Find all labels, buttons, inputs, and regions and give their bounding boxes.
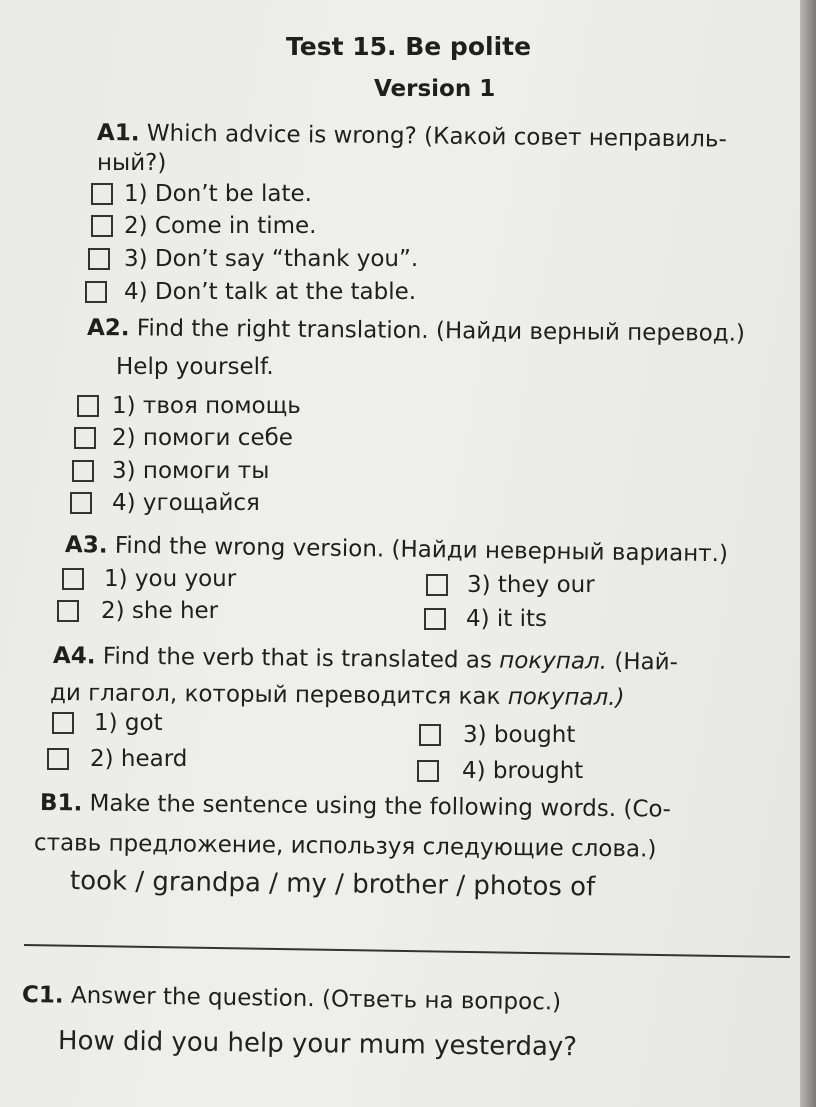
a1-question-line1: Which advice is wrong? (Какой совет неправиль-: [146, 120, 727, 153]
a2-option1-checkbox[interactable]: [77, 395, 99, 417]
a4-question-line1: [53, 643, 678, 676]
a3-question-text: Find the wrong version. (Найди неверный вариант.): [114, 532, 729, 568]
b1-answer-line[interactable]: [24, 944, 790, 958]
a4-option1-label: 1) got: [94, 710, 163, 736]
a4-option4-checkbox[interactable]: [417, 760, 439, 782]
a4-number: A4.: [52, 643, 96, 670]
a4-target-word-ru: покупал.): [507, 683, 625, 712]
a3-question: [65, 532, 728, 567]
a3-option4-checkbox[interactable]: [424, 608, 446, 630]
a2-option3-label: 3) помоги ты: [112, 458, 270, 484]
a3-option2-label: 2) she her: [101, 598, 219, 624]
a2-number: A2.: [86, 315, 130, 342]
c1-question-text: Answer the question. (Ответь на вопрос.): [70, 982, 562, 1016]
a4-option1-checkbox[interactable]: [52, 712, 74, 734]
a1-option3-checkbox[interactable]: [88, 248, 110, 270]
a2-option2-checkbox[interactable]: [74, 427, 96, 449]
a2-phrase: Help yourself.: [116, 354, 274, 380]
a1-option1-label: 1) Don’t be late.: [124, 181, 312, 207]
b1-number: B1.: [39, 790, 83, 817]
a4-option2-label: 2) heard: [90, 746, 188, 772]
a4-option4-label: 4) brought: [462, 758, 584, 784]
a1-question: [97, 120, 727, 153]
b1-question-text: Make the sentence using the following words. (Со-: [89, 790, 671, 823]
a2-option1-label: 1) твоя помощь: [112, 393, 301, 419]
a4-question-line2: [50, 680, 625, 711]
a2-option4-label: 4) угощайся: [112, 490, 260, 516]
b1-question-line1: [40, 790, 671, 823]
c1-question-line1: [22, 982, 561, 1016]
a3-option1-label: 1) you your: [104, 566, 237, 592]
a3-option2-checkbox[interactable]: [57, 600, 79, 622]
a4-question-ru: ди глагол, который переводится как: [49, 680, 501, 710]
a2-question: [87, 315, 745, 347]
version-label: Version 1: [374, 76, 496, 102]
a4-option2-checkbox[interactable]: [47, 748, 69, 770]
b1-question-line2: ставь предложение, используя следующие слова.): [33, 830, 657, 863]
a2-option3-checkbox[interactable]: [72, 460, 94, 482]
a1-option2-label: 2) Come in time.: [124, 213, 317, 239]
page-title: Test 15. Be polite: [286, 32, 532, 61]
a3-option4-label: 4) it its: [466, 606, 548, 632]
a4-question-text-a: Find the verb that is translated as: [102, 643, 493, 674]
a1-question-line2: ный?): [97, 150, 167, 176]
a2-question-text: Find the right translation. (Найди верный перевод.): [136, 315, 746, 347]
a3-number: A3.: [64, 532, 108, 559]
a4-target-word: покупал.: [499, 647, 608, 675]
a4-option3-checkbox[interactable]: [419, 724, 441, 746]
a1-option4-checkbox[interactable]: [85, 281, 107, 303]
a3-option1-checkbox[interactable]: [62, 568, 84, 590]
c1-question-prompt: How did you help your mum yesterday?: [57, 1026, 578, 1063]
b1-word-list: took / grandpa / my / brother / photos of: [69, 866, 596, 903]
a3-option3-label: 3) they our: [467, 572, 595, 598]
a1-option2-checkbox[interactable]: [91, 215, 113, 237]
a1-number: A1.: [96, 120, 140, 147]
a2-option4-checkbox[interactable]: [70, 492, 92, 514]
page-edge-shadow: [800, 0, 816, 1107]
a3-option3-checkbox[interactable]: [426, 574, 448, 596]
a4-question-text-c: (Най-: [614, 648, 679, 676]
a1-option4-label: 4) Don’t talk at the table.: [124, 279, 417, 305]
a4-option3-label: 3) bought: [463, 722, 576, 748]
a1-option1-checkbox[interactable]: [91, 183, 113, 205]
a1-option3-label: 3) Don’t say “thank you”.: [124, 246, 419, 272]
c1-number: C1.: [21, 982, 64, 1009]
a2-option2-label: 2) помоги себе: [112, 425, 293, 451]
